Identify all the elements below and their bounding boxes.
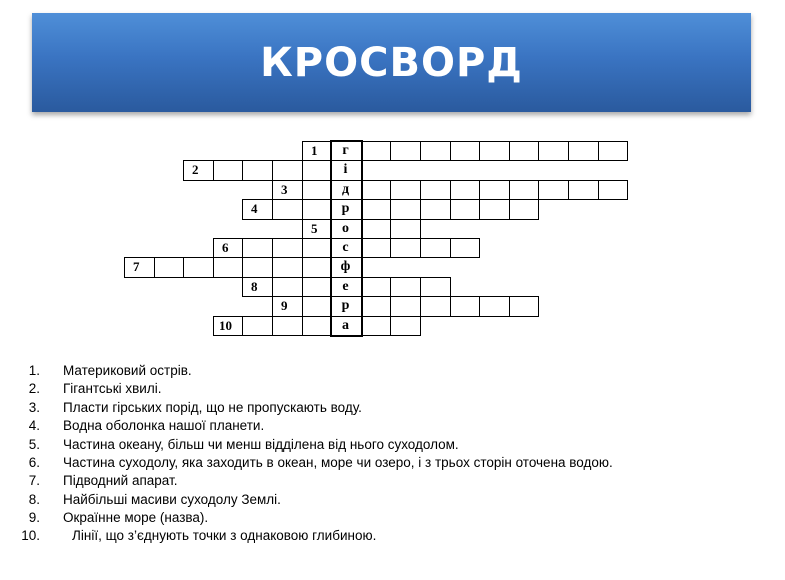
crossword-cell <box>450 141 480 161</box>
keyword-letter: і <box>343 162 348 177</box>
crossword-cell <box>183 257 214 278</box>
crossword-cell <box>420 277 451 297</box>
clue-number-label: 6 <box>222 240 229 255</box>
crossword-cell <box>302 296 332 317</box>
clue-text: Материковий острів. <box>63 363 192 378</box>
crossword-cell <box>450 199 480 220</box>
keyword-letter: о <box>342 221 349 236</box>
crossword-cell <box>390 238 421 258</box>
clue-number: 3. <box>28 400 40 415</box>
crossword-cell <box>509 296 539 317</box>
crossword-cell <box>568 141 599 161</box>
crossword-cell <box>272 257 303 278</box>
clue-number: 2. <box>28 381 40 396</box>
crossword-cell <box>361 316 391 336</box>
clue-number: 1. <box>28 363 40 378</box>
keyword-letter: д <box>341 182 350 197</box>
keyword-letter: е <box>342 279 349 294</box>
clue-number: 5. <box>28 437 40 452</box>
crossword-cell <box>390 219 421 239</box>
clue-text: Частина океану, більш чи менш відділена від нього суходолом. <box>63 437 459 452</box>
clue-number: 7. <box>28 473 40 488</box>
crossword-cell <box>361 296 391 317</box>
crossword-cell <box>479 296 510 317</box>
keyword-letter: г <box>342 143 349 158</box>
crossword-cell <box>568 180 599 200</box>
clue-number-label: 4 <box>251 201 258 216</box>
crossword-cell <box>420 296 451 317</box>
crossword-cell <box>302 160 332 181</box>
crossword-cell <box>242 257 273 278</box>
crossword-cell <box>361 199 391 220</box>
clue-number-label: 7 <box>133 259 140 274</box>
crossword-cell <box>302 238 332 258</box>
crossword-cell <box>213 160 243 181</box>
crossword-cell <box>538 141 569 161</box>
crossword-cell <box>183 160 214 181</box>
crossword-cell <box>272 238 303 258</box>
clue-text: Окраїнне море (назва). <box>63 510 209 525</box>
clue-number: 8. <box>28 492 40 507</box>
crossword-cell <box>242 316 273 336</box>
crossword-cell <box>390 141 421 161</box>
crossword-cell <box>272 199 303 220</box>
clue-number-label: 3 <box>281 182 288 197</box>
crossword-cell <box>450 296 480 317</box>
crossword-cell <box>154 257 184 278</box>
crossword-cell <box>302 257 332 278</box>
crossword-cell <box>213 257 243 278</box>
clue-number-label: 5 <box>311 221 318 236</box>
crossword-cell <box>420 238 451 258</box>
crossword-cell <box>272 316 303 336</box>
crossword-cell <box>242 238 273 258</box>
crossword-cell <box>598 141 628 161</box>
clue-text: Найбільші масиви суходолу Землі. <box>63 492 281 507</box>
crossword-cell <box>420 141 451 161</box>
keyword-letter: ф <box>340 259 351 274</box>
keyword-letter: с <box>342 240 349 255</box>
crossword-cell <box>302 180 332 200</box>
crossword-cell <box>302 199 332 220</box>
clue-text: Частина суходолу, яка заходить в океан, море чи озеро, і з трьох сторін оточена водою. <box>63 455 613 470</box>
crossword-cell <box>272 277 303 297</box>
keyword-letter: р <box>341 298 350 313</box>
clue-number-label: 2 <box>192 162 199 177</box>
clue-number: 4. <box>28 418 40 433</box>
clue-number-label: 8 <box>251 279 258 294</box>
crossword-cell <box>538 180 569 200</box>
crossword-cell <box>450 238 480 258</box>
crossword-cell <box>302 277 332 297</box>
clue-text: Підводний апарат. <box>63 473 178 488</box>
keyword-letter: а <box>342 318 349 333</box>
crossword-cell <box>361 277 391 297</box>
clue-text: Гігантські хвилі. <box>63 381 162 396</box>
crossword-cell <box>479 199 510 220</box>
clue-text: Водна оболонка нашої планети. <box>63 418 265 433</box>
crossword-cell <box>509 199 539 220</box>
clue-number-label: 9 <box>281 298 288 313</box>
crossword-cell <box>390 199 421 220</box>
keyword-column-frame <box>330 140 363 337</box>
clue-number-label: 1 <box>311 143 318 158</box>
crossword-cell <box>361 141 391 161</box>
crossword-cell <box>450 180 480 200</box>
clue-text: Пласти гірських порід, що не пропускають воду. <box>63 400 362 415</box>
crossword-cell <box>361 219 391 239</box>
crossword-cell <box>361 238 391 258</box>
keyword-letter: р <box>341 201 350 216</box>
page-title: КРОСВОРД <box>260 39 523 86</box>
clue-number: 9. <box>28 510 40 525</box>
crossword-cell <box>479 141 510 161</box>
crossword-cell <box>390 277 421 297</box>
crossword-cell <box>598 180 628 200</box>
crossword-cell <box>272 160 303 181</box>
crossword-cell <box>390 316 421 336</box>
clue-number: 10. <box>21 528 40 543</box>
crossword-cell <box>509 141 539 161</box>
clue-number: 6. <box>28 455 40 470</box>
crossword-cell <box>479 180 510 200</box>
crossword-cell <box>420 199 451 220</box>
crossword-cell <box>242 160 273 181</box>
crossword-cell <box>361 180 391 200</box>
crossword-cell <box>509 180 539 200</box>
crossword-cell <box>390 296 421 317</box>
clue-number-label: 10 <box>219 318 232 333</box>
crossword-cell <box>390 180 421 200</box>
crossword-cell <box>420 180 451 200</box>
crossword-cell <box>302 316 332 336</box>
clue-text: Лінії, що з’єднують точки з однаковою глибиною. <box>72 528 377 543</box>
